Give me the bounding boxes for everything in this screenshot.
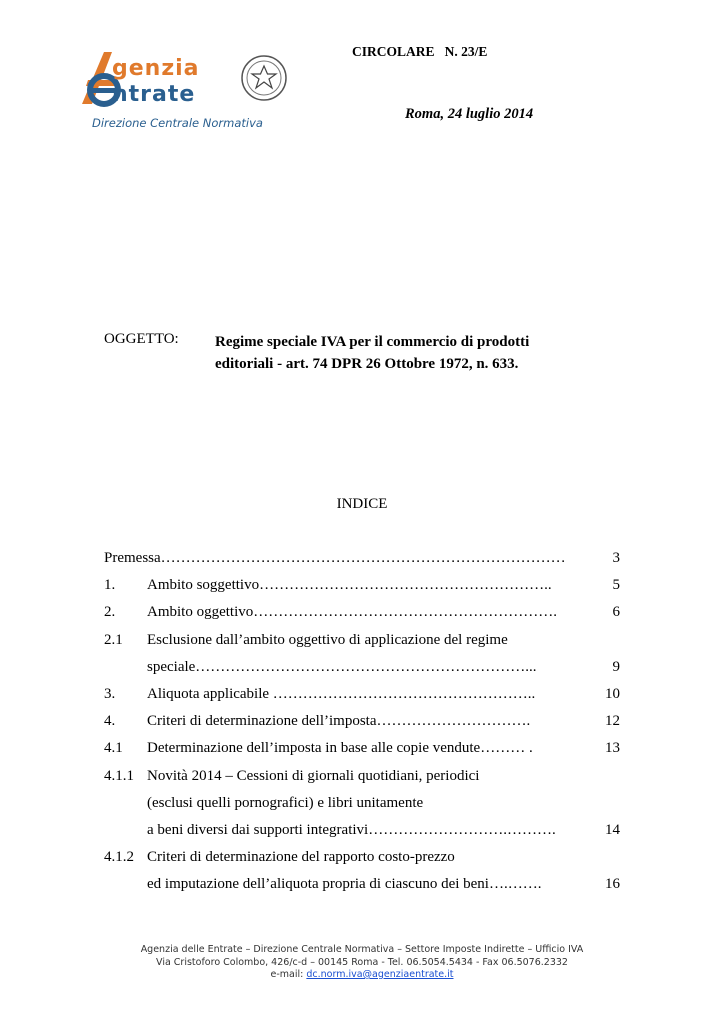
toc-entry (104, 685, 624, 712)
toc-entry-number: 4.1.2 (104, 849, 134, 866)
footer-line-1: Agenzia delle Entrate – Direzione Centrale Normativa – Settore Imposte Indirette – Ufficio IVA (140, 944, 584, 955)
toc-entry-title: Criteri di determinazione dell’imposta…………………………. (147, 713, 531, 730)
toc-entry (104, 658, 624, 685)
toc-entry-number: 2. (104, 604, 116, 621)
toc-entry-page: 9 (612, 658, 620, 675)
toc-entry-number: 4. (104, 713, 116, 730)
logo-word-genzia: genzia (112, 56, 200, 81)
toc-entry-title: Ambito soggettivo………………………………………………….. (147, 577, 552, 594)
toc-entry-page: 12 (605, 713, 620, 730)
toc-entry-page: 6 (612, 604, 620, 621)
toc-entry-page: 14 (605, 821, 620, 838)
toc-entry-number: 3. (104, 685, 116, 702)
toc-entry-title: a beni diversi dai supporti integrativi……………………….………. (147, 821, 556, 838)
toc-entry-number: 4.1 (104, 740, 123, 757)
toc-entry-title: Determinazione dell’imposta in base alle copie vendute……… . (147, 740, 533, 757)
footer-line-2: Via Cristoforo Colombo, 426/c-d – 00145 Roma - Tel. 06.5054.5434 - Fax 06.5076.2332 (156, 956, 568, 968)
toc-entry (104, 821, 624, 848)
document-date: Roma, 24 luglio 2014 (405, 106, 534, 122)
toc-entry-title: (esclusi quelli pornografici) e libri unitamente (147, 794, 424, 811)
toc-entry (104, 875, 624, 902)
toc-entry (104, 794, 624, 821)
toc-entry-title: ed imputazione dell’aliquota propria di ciascuno dei beni….……. (147, 876, 542, 893)
toc-entry-title: Novità 2014 – Cessioni di giornali quotidiani, periodici (147, 767, 480, 784)
table-of-contents (104, 549, 624, 902)
circolare-number: CIRCOLARE N. 23/E (352, 44, 488, 59)
toc-entry-title: Criteri di determinazione del rapporto costo-prezzo (147, 849, 455, 866)
oggetto-line-2: editoriali - art. 74 DPR 26 Ottobre 1972, n. 633. (215, 356, 519, 372)
toc-entry (104, 603, 624, 630)
toc-entry-page: 13 (605, 740, 620, 757)
footer-email-link[interactable]: dc.norm.iva@agenziaentrate.it (306, 969, 454, 980)
toc-entry-title: speciale…………………………………………………………... (147, 658, 537, 675)
toc-entry-number: 2.1 (104, 631, 123, 648)
toc-entry-page: 16 (605, 876, 620, 893)
footer-email-label: e-mail: (270, 969, 307, 980)
oggetto-label: OGGETTO: (104, 331, 179, 347)
footer-email-line (0, 969, 724, 982)
toc-entry-page: 5 (612, 577, 620, 594)
toc-entry (104, 631, 624, 658)
toc-entry-number: 4.1.1 (104, 767, 134, 784)
toc-entry-title: Aliquota applicabile …………………………………………….. (147, 685, 536, 702)
toc-entry-page: 3 (612, 550, 620, 566)
toc-entry-title: Premessa……………………………………………………………………… (104, 550, 566, 566)
toc-entry (104, 549, 624, 576)
toc-entry (104, 767, 624, 794)
logo-subtitle: Direzione Centrale Normativa (92, 116, 263, 130)
agenzia-entrate-logo (78, 46, 293, 146)
toc-entry (104, 848, 624, 875)
page-footer (0, 944, 724, 982)
indice-title: INDICE (336, 496, 388, 512)
oggetto-line-1: Regime speciale IVA per il commercio di prodotti (215, 334, 530, 350)
toc-entry (104, 739, 624, 766)
logo-word-ntrate: ntrate (112, 82, 196, 107)
toc-entry (104, 712, 624, 739)
toc-entry-number: 1. (104, 577, 116, 594)
toc-entry-title: Esclusione dall’ambito oggettivo di applicazione del regime (147, 631, 508, 648)
toc-entry-page: 10 (605, 685, 620, 702)
oggetto-text (215, 331, 575, 375)
toc-entry-title: Ambito oggettivo……………………………………………………. (147, 604, 557, 621)
toc-entry (104, 576, 624, 603)
